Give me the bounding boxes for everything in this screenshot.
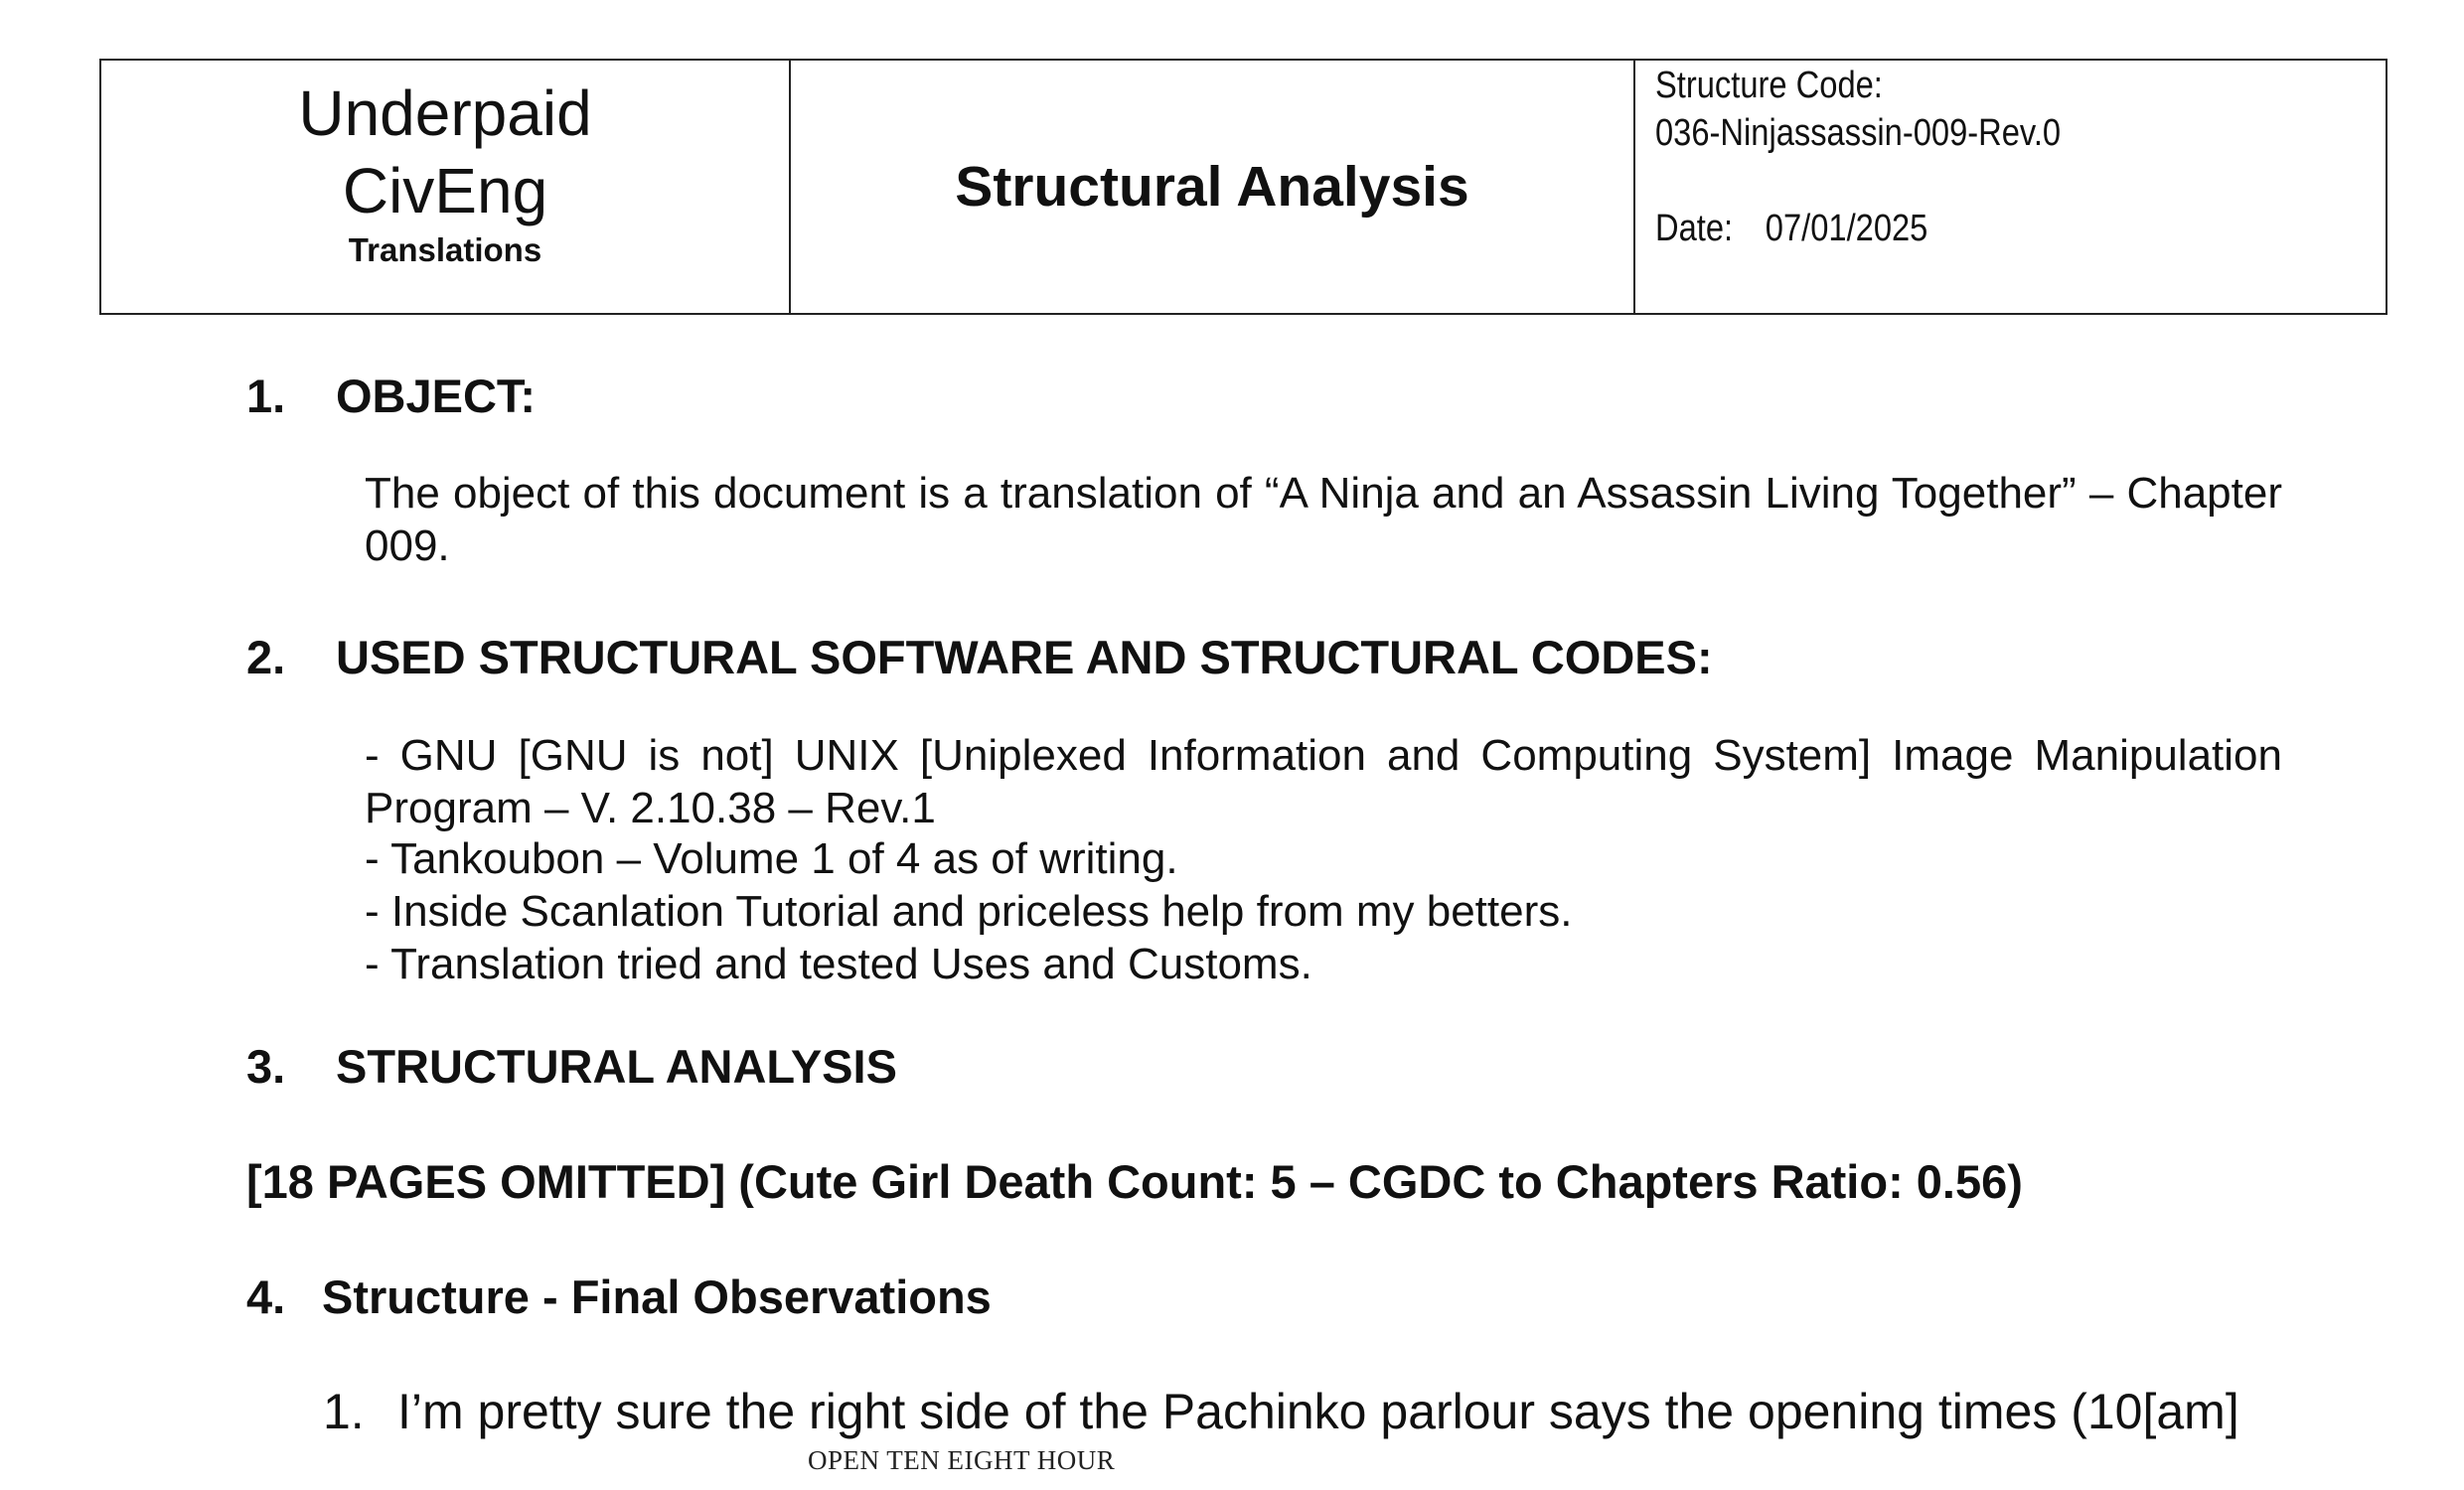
observation-item-1 — [323, 1383, 2239, 1440]
omitted-pages-note: [18 PAGES OMITTED] (Cute Girl Death Count: 5 – CGDC to Chapters Ratio: 0.56) — [246, 1155, 2023, 1208]
observation-text: I’m pretty sure the right side of the Pachinko parlour says the opening times (10[am] — [397, 1384, 2239, 1439]
section-number: 3. — [246, 1040, 286, 1093]
section-title: Structure - Final Observations — [322, 1270, 992, 1323]
sign-translation-annotation: OPEN TEN EIGHT HOUR — [808, 1445, 1116, 1475]
section-4-heading — [246, 1269, 992, 1324]
date-label: Date: — [1655, 208, 1734, 249]
document-title: Structural Analysis — [955, 155, 1469, 219]
section-1-heading — [246, 369, 536, 423]
logo-line-3: Translations — [348, 231, 542, 268]
section-3-heading — [246, 1039, 897, 1094]
logo-line-1: Underpaid — [298, 77, 592, 149]
date-line — [1655, 208, 1927, 250]
observation-number: 1. — [323, 1384, 365, 1439]
title-cell — [791, 61, 1635, 313]
section-title: USED STRUCTURAL SOFTWARE AND STRUCTURAL CODES: — [336, 631, 1713, 683]
date-value: 07/01/2025 — [1765, 208, 1928, 249]
section-number: 1. — [246, 370, 286, 422]
section-title: OBJECT: — [336, 370, 537, 422]
section-title: STRUCTURAL ANALYSIS — [336, 1040, 897, 1093]
logo-block — [101, 61, 791, 313]
section-2-heading — [246, 630, 1713, 684]
software-item-3: - Inside Scanlation Tutorial and priceless help from my betters. — [365, 887, 1573, 936]
section-number: 4. — [246, 1270, 286, 1323]
software-item-1: - GNU [GNU is not] UNIX [Uniplexed Information and Computing System] Image Manipulation Program – V. 2.10.38 – Rev.1 — [365, 731, 2282, 832]
section-number: 2. — [246, 631, 286, 683]
software-item-2: - Tankoubon – Volume 1 of 4 as of writing. — [365, 834, 1178, 883]
logo-line-2: CivEng — [342, 155, 548, 226]
document-header — [99, 59, 2387, 315]
meta-cell — [1635, 61, 2386, 313]
structure-code-label: Structure Code: — [1655, 65, 1883, 106]
object-paragraph: The object of this document is a translation of “A Ninja and an Assassin Living Together” – Chapter 009. — [365, 469, 2282, 570]
structure-code-value: 036-Ninjassassin-009-Rev.0 — [1655, 112, 2062, 154]
software-item-4: - Translation tried and tested Uses and Customs. — [365, 940, 1312, 988]
